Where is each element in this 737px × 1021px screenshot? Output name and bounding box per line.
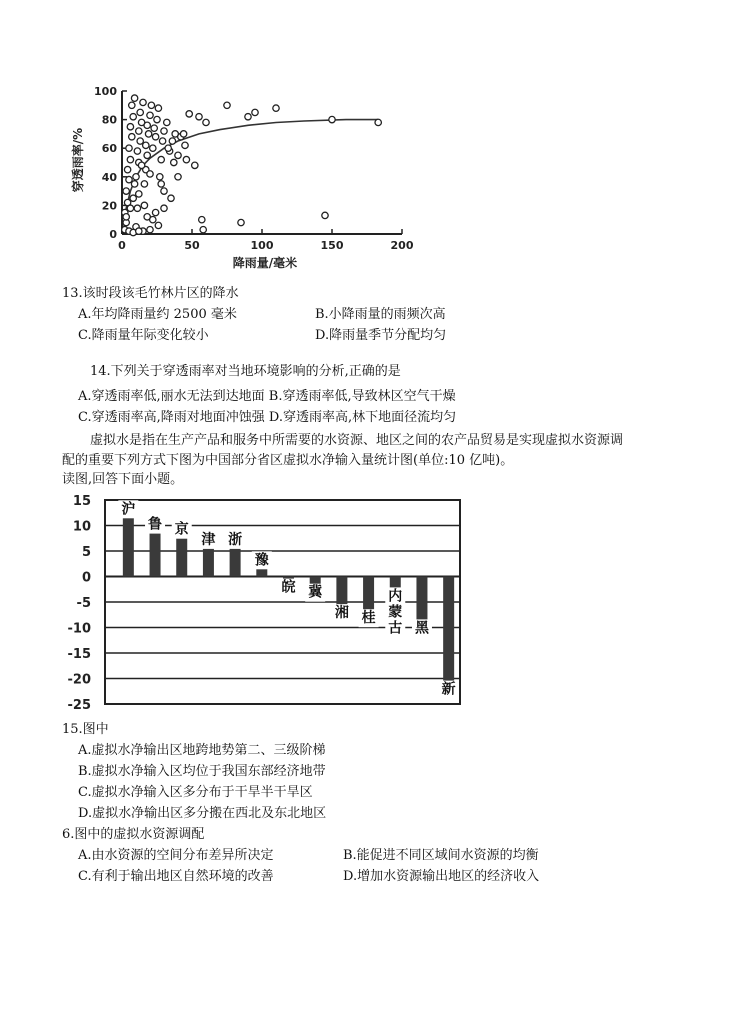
scatter-point: [180, 131, 186, 137]
scatter-point: [134, 205, 140, 211]
scatter-point: [224, 102, 230, 108]
scatter-x-axis-label: 降雨量/毫米: [232, 256, 298, 270]
scatter-point: [182, 142, 188, 148]
bar-y-tick-label: -5: [76, 596, 91, 611]
passage-line-1: 虚拟水是指在生产产品和服务中所需要的水资源、地区之间的农产品贸易是实现虚拟水资源调: [90, 433, 624, 448]
bar-category-label: 湘: [334, 605, 349, 622]
bar-y-tick-label: 0: [81, 570, 91, 586]
scatter-point: [159, 138, 165, 144]
question-13-option-a: A.年均降雨量约 2500 毫米: [78, 307, 237, 322]
scatter-point: [238, 219, 244, 225]
scatter-point: [158, 156, 164, 162]
scatter-point: [196, 114, 202, 120]
question-16-option-d: D.增加水资源输出地区的经济收入: [343, 869, 540, 884]
question-15-option-b: B.虚拟水净输入区均位于我国东部经济地带: [78, 764, 326, 779]
scatter-point: [161, 128, 167, 134]
bar-category-label: 豫: [254, 552, 269, 569]
scatter-point: [127, 124, 133, 130]
scatter-point: [158, 181, 164, 187]
bar-category-label: 浙: [228, 531, 243, 548]
scatter-point: [144, 122, 150, 128]
scatter-point: [126, 176, 132, 182]
scatter-point: [157, 174, 163, 180]
bar-category-label: 黑: [414, 620, 429, 637]
scatter-point: [130, 195, 136, 201]
bar: [123, 515, 134, 576]
scatter-point: [192, 162, 198, 168]
scatter-point: [148, 102, 154, 108]
question-13-option-d: D.降雨量季节分配均匀: [315, 328, 447, 343]
scatter-point: [131, 181, 137, 187]
scatter-point: [147, 171, 153, 177]
bar-category-label: 桂: [361, 610, 376, 627]
scatter-y-tick-label: 0: [109, 228, 117, 241]
scatter-point: [137, 138, 143, 144]
scatter-y-tick-label: 20: [101, 199, 117, 213]
scatter-point: [124, 166, 130, 172]
bar-category-label: 京: [174, 521, 189, 538]
bar-category-label: 冀: [308, 584, 323, 601]
scatter-point: [169, 138, 175, 144]
scatter-point: [152, 134, 158, 140]
question-16-stem: 6.图中的虚拟水资源调配: [62, 827, 205, 842]
scatter-point: [136, 228, 142, 234]
question-16-option-a: A.由水资源的空间分布差异所决定: [78, 848, 274, 863]
bar-y-tick-label: -25: [67, 698, 91, 713]
bar-category-label: 鲁: [148, 516, 163, 533]
scatter-y-tick-label: 40: [101, 170, 117, 184]
scatter-point: [123, 188, 129, 194]
bar-category-label: 津: [201, 531, 216, 548]
scatter-point: [129, 102, 135, 108]
question-13-option-b: B.小降雨量的雨频次高: [315, 307, 446, 322]
bar-category-label: 沪: [121, 501, 136, 518]
scatter-point: [200, 227, 206, 233]
scatter-point: [161, 205, 167, 211]
question-15-option-c: C.虚拟水净输入区多分布于干旱半干旱区: [78, 785, 313, 800]
bar-y-tick-label: -15: [67, 647, 91, 662]
scatter-point: [155, 105, 161, 111]
scatter-point: [141, 181, 147, 187]
question-16-option-c: C.有利于输出地区自然环境的改善: [78, 869, 274, 884]
bar-y-tick-label: 15: [72, 494, 91, 509]
scatter-y-tick-label: 100: [94, 85, 117, 98]
scatter-point: [322, 212, 328, 218]
scatter-point: [186, 111, 192, 117]
scatter-point: [199, 217, 205, 223]
scatter-point: [154, 116, 160, 122]
scatter-point: [175, 174, 181, 180]
scatter-point: [165, 145, 171, 151]
scatter-point: [147, 227, 153, 233]
scatter-point: [127, 156, 133, 162]
scatter-point: [245, 114, 251, 120]
scatter-point: [143, 142, 149, 148]
scatter-point: [136, 191, 142, 197]
bar-chart: [60, 492, 465, 714]
bar: [176, 536, 187, 577]
scatter-point: [147, 112, 153, 118]
scatter-point: [155, 222, 161, 228]
scatter-point: [140, 99, 146, 105]
scatter-point: [144, 152, 150, 158]
scatter-point: [152, 209, 158, 215]
bar-category-label: 皖: [281, 579, 296, 596]
scatter-point: [183, 156, 189, 162]
scatter-point: [131, 95, 137, 101]
bar-y-tick-label: -10: [67, 621, 91, 637]
bar: [363, 577, 374, 613]
scatter-point: [329, 116, 335, 122]
scatter-point: [252, 109, 258, 115]
scatter-point: [273, 105, 279, 111]
question-14-options-ab: A.穿透雨率低,丽水无法到达地面 B.穿透雨率低,导致林区空气干燥: [78, 389, 456, 404]
scatter-point: [138, 162, 144, 168]
scatter-point: [171, 159, 177, 165]
question-15-option-a: A.虚拟水净输出区地跨地势第二、三级阶梯: [78, 743, 326, 758]
bar-y-tick-label: 10: [72, 519, 91, 535]
question-15-stem: 15.图中: [62, 722, 109, 737]
scatter-point: [168, 195, 174, 201]
scatter-point: [130, 114, 136, 120]
scatter-point: [136, 128, 142, 134]
scatter-x-tick-label: 50: [184, 239, 200, 252]
bar: [443, 577, 454, 684]
bar-y-tick-label: 5: [81, 545, 91, 560]
scatter-point: [141, 202, 147, 208]
scatter-point: [375, 119, 381, 125]
scatter-point: [127, 205, 133, 211]
scatter-y-tick-label: 80: [101, 113, 117, 127]
scatter-point: [129, 134, 135, 140]
scatter-point: [175, 152, 181, 158]
passage-line-3: 读图,回答下面小题。: [62, 472, 184, 487]
scatter-point: [137, 109, 143, 115]
bar: [230, 546, 241, 577]
question-13-stem: 13.该时段该毛竹林片区的降水: [62, 286, 239, 301]
scatter-point: [134, 148, 140, 154]
scatter-y-tick-label: 60: [101, 142, 117, 156]
bar: [150, 531, 161, 577]
scatter-x-tick-label: 100: [250, 239, 274, 252]
question-14-stem: 14.下列关于穿透雨率对当地环境影响的分析,正确的是: [90, 364, 401, 379]
bar: [203, 546, 214, 577]
scatter-point: [164, 119, 170, 125]
bar: [336, 577, 347, 608]
scatter-point: [203, 119, 209, 125]
question-14-options-cd: C.穿透雨率高,降雨对地面冲蚀强 D.穿透雨率高,林下地面径流均匀: [78, 410, 457, 425]
bar: [416, 577, 427, 623]
scatter-point: [133, 174, 139, 180]
scatter-point: [150, 217, 156, 223]
scatter-point: [123, 214, 129, 220]
scatter-chart: [60, 78, 420, 278]
question-16-option-b: B.能促进不同区域间水资源的均衡: [343, 848, 539, 863]
bar-category-label: 内蒙古: [388, 588, 403, 637]
scatter-y-axis-label: 穿透雨率/%: [71, 127, 85, 193]
bar-category-label: 新: [441, 681, 456, 698]
scatter-point: [126, 145, 132, 151]
scatter-x-tick-label: 0: [118, 239, 126, 252]
scatter-point: [151, 125, 157, 131]
scatter-point: [145, 131, 151, 137]
question-15-option-d: D.虚拟水净输出区多分搬在西北及东北地区: [78, 806, 327, 821]
question-13-option-c: C.降雨量年际变化较小: [78, 328, 209, 343]
scatter-point: [150, 145, 156, 151]
passage-line-2: 配的重要下列方式下图为中国部分省区虚拟水净输入量统计图(单位:10 亿吨)。: [62, 453, 514, 468]
bar-y-tick-label: -20: [67, 672, 91, 688]
scatter-x-tick-label: 150: [320, 239, 344, 252]
scatter-x-tick-label: 200: [390, 239, 414, 252]
scatter-point: [161, 188, 167, 194]
